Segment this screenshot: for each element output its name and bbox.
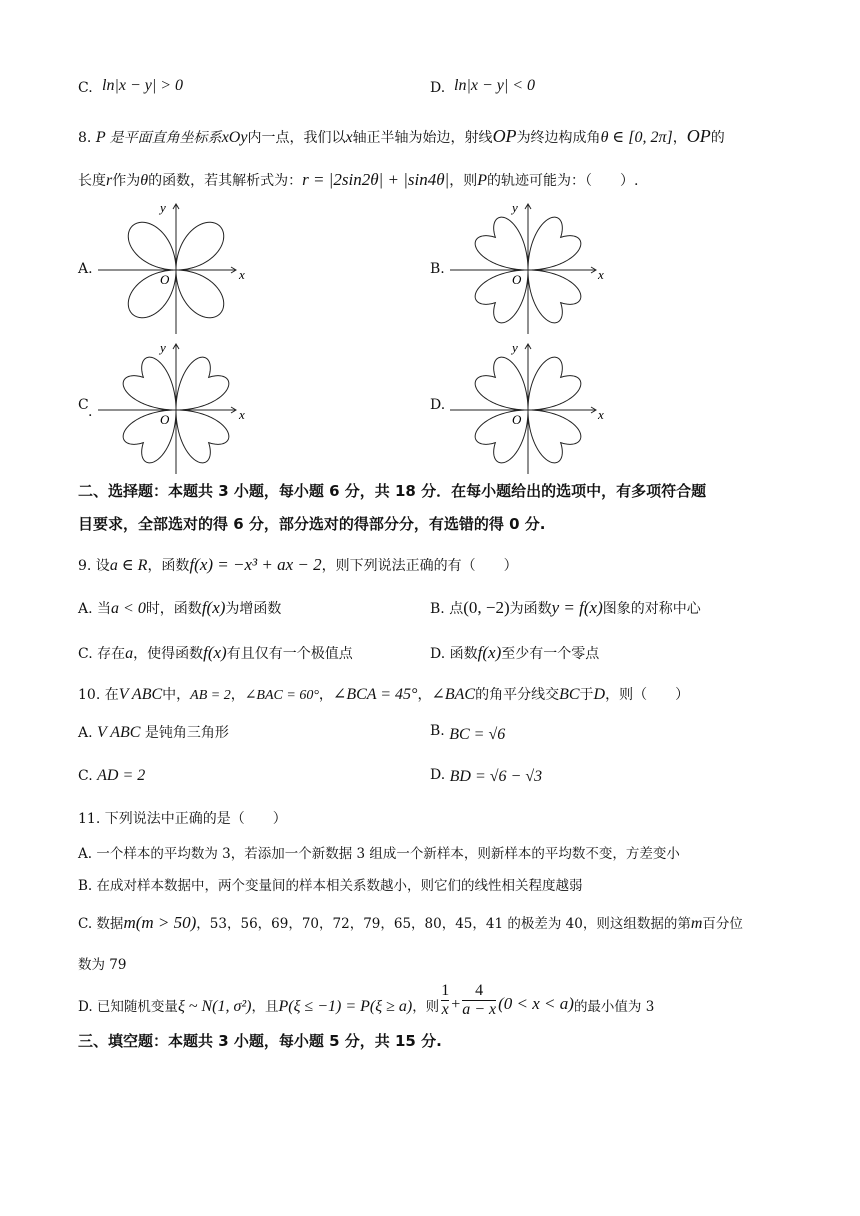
q9-text: ，则下列说法正确的有（ ） — [321, 558, 518, 574]
q9-math: f(x) = −x³ + ax − 2 — [189, 555, 322, 574]
y-axis-label: y — [512, 200, 518, 215]
q11-option-d — [78, 982, 654, 1022]
q11-text: C. 数据 — [78, 916, 124, 932]
q10-math: V ABC — [118, 686, 163, 703]
q8-math: xOy — [221, 129, 248, 146]
q10-math: BD = √6 − √3 — [449, 768, 543, 785]
q11-option-c-cont: 数为 79 — [78, 957, 127, 973]
q10-option-c — [78, 767, 145, 785]
q8-stem-line2 — [78, 170, 638, 190]
q7-option-d-expr: ln|x − y| < 0 — [454, 77, 536, 94]
q9-stem — [78, 555, 518, 575]
q11-math: m — [690, 915, 703, 932]
q10-math: AD = 2 — [97, 767, 146, 784]
q10-text: D. — [430, 767, 446, 783]
q8-text: 作为 — [112, 173, 141, 189]
q8-math: r = |2sin2θ| + |sin4θ| — [302, 170, 450, 189]
q9-text: D. 函数 — [430, 646, 478, 662]
q9-text: 9. 设 — [78, 558, 110, 574]
q8-math: P — [477, 172, 488, 189]
q11-text: 百分位 — [702, 916, 743, 932]
origin-label: O — [160, 412, 170, 427]
q10-option-b — [430, 722, 506, 743]
q9-text: C. 存在 — [78, 646, 126, 662]
q9-text: 为增函数 — [225, 601, 282, 617]
q8-graph-a — [96, 200, 256, 336]
q8-stem-line1 — [78, 126, 725, 147]
q8-math: θ ∈ [0, 2π] — [600, 129, 673, 146]
q10-math: D — [593, 686, 606, 703]
q8-text: 为终边构成角 — [516, 130, 601, 146]
q10-math: ∠BAC = 60° — [244, 688, 319, 703]
fraction-numerator: 4 — [462, 982, 496, 1001]
fraction-1-over-x — [441, 982, 449, 1019]
q8-option-c-label: C — [78, 397, 89, 413]
q8-text: 轴正半轴为始边，射线 — [352, 130, 493, 146]
q8-text: ，则 — [449, 173, 478, 189]
q11-stem: 11. 下列说法中正确的是（ ） — [78, 811, 287, 827]
q9-text: ，函数 — [147, 558, 190, 574]
q8-math: θ — [140, 172, 149, 189]
q9-text: 时，函数 — [145, 601, 202, 617]
q10-text: 中， — [162, 687, 191, 703]
fraction-numerator: 1 — [441, 982, 450, 999]
q11-option-c — [78, 912, 743, 933]
q9-text: 有且仅有一个极值点 — [226, 646, 353, 662]
q8-text: 长度 — [78, 173, 106, 189]
q7-option-c-expr: ln|x − y| > 0 — [102, 77, 184, 94]
q10-math: ∠BCA = 45° — [332, 686, 418, 703]
x-axis-label: x — [598, 407, 604, 422]
q10-text: C. — [78, 768, 93, 784]
q9-option-c — [78, 643, 353, 663]
section-2-heading-line2: 目要求，全部选对的得 6 分，部分选对的得部分分，有选错的得 0 分. — [78, 515, 546, 533]
q8-text: 的 — [710, 130, 725, 146]
q9-option-b — [430, 598, 701, 618]
fraction-4-over-a-minus-x — [462, 982, 496, 1019]
y-axis-label: y — [160, 200, 166, 215]
fraction-denominator: x — [441, 1001, 449, 1018]
q11-math: P(ξ ≤ −1) = P(ξ ≥ a) — [278, 998, 413, 1015]
q8-text: P 是平面直角坐标系 — [95, 130, 222, 146]
q10-text: A. — [78, 725, 93, 741]
x-axis-label: x — [239, 407, 245, 422]
q10-text: ， — [318, 687, 333, 703]
q10-option-d — [430, 766, 542, 784]
q7-option-c-label: C. — [78, 80, 93, 96]
origin-label: O — [512, 412, 522, 427]
q9-math: f(x) — [477, 643, 502, 662]
q8-math: r — [106, 172, 113, 189]
q9-text: ，使得函数 — [133, 646, 204, 662]
q7-option-d-label: D. — [430, 80, 446, 96]
origin-label: O — [512, 272, 522, 287]
q11-option-b: B. 在成对样本数据中，两个变量间的样本相关系数越小，则它们的线性相关程度越弱 — [78, 878, 583, 894]
q11-math: (0 < x < a) — [498, 994, 574, 1013]
q9-text: B. 点 — [430, 601, 464, 617]
x-axis-label: x — [239, 267, 245, 282]
q9-text: 至少有一个零点 — [501, 646, 600, 662]
q8-graph-b — [448, 200, 608, 336]
q11-text: 的最小值为 3 — [573, 999, 655, 1015]
q9-text: A. 当 — [78, 601, 112, 617]
q8-number: 8. — [78, 130, 92, 146]
y-axis-label: y — [512, 340, 518, 355]
q8-math: x — [345, 129, 353, 146]
q10-text: ， — [417, 687, 432, 703]
fraction-denominator: a − x — [462, 1001, 497, 1018]
q8-text: 的轨迹可能为：（ ）. — [487, 173, 639, 189]
q8-graph-d — [448, 340, 608, 476]
q10-text: ，则（ ） — [605, 687, 690, 703]
q11-math: ξ ~ N(1, σ²) — [177, 998, 252, 1015]
q8-math: OP — [492, 126, 517, 146]
q10-text: ， — [230, 687, 245, 703]
q11-text: ，则 — [412, 999, 440, 1015]
axes — [450, 204, 596, 334]
q9-math: a < 0 — [111, 600, 146, 617]
axes — [98, 344, 236, 474]
q9-math: (0, −2) — [463, 598, 510, 617]
q10-math: ∠BAC — [431, 686, 476, 703]
section-3-heading: 三、填空题：本题共 3 小题，每小题 5 分，共 15 分. — [78, 1032, 442, 1050]
q11-text: ，53，56，69，70，72，79，65，80，45，41 的极差为 40，则这组数据的第 — [196, 916, 691, 932]
q8-option-d-label: D. — [430, 397, 446, 413]
q8-text: 内一点，我们以 — [247, 130, 346, 146]
q9-option-a — [78, 598, 281, 618]
q9-option-d — [430, 643, 599, 663]
q8-option-c-dot: . — [88, 404, 93, 420]
x-axis-label: x — [598, 267, 604, 282]
q8-graph-c — [96, 340, 256, 476]
origin-label: O — [160, 272, 170, 287]
section-2-heading-line1: 二、选择题：本题共 3 小题，每小题 6 分，共 18 分．在每小题给出的选项中，有多项符合题 — [78, 482, 707, 500]
q8-text: 的函数，若其解析式为： — [148, 173, 303, 189]
q10-text: 的角平分线交 — [475, 687, 560, 703]
q10-math: BC — [559, 686, 580, 703]
q11-text: ，且 — [251, 999, 279, 1015]
q10-math: V ABC — [97, 724, 141, 741]
q11-option-a: A. 一个样本的平均数为 3，若添加一个新数据 3 组成一个新样本，则新样本的平均数不变，方差变小 — [78, 846, 680, 862]
q10-stem — [78, 684, 689, 704]
q8-text: ， — [672, 130, 687, 146]
q9-text: 为函数 — [509, 601, 552, 617]
q10-text: 于 — [579, 687, 594, 703]
q10-text: 10. 在 — [78, 687, 119, 703]
q8-math: OP — [686, 126, 711, 146]
axes — [450, 344, 596, 474]
q8-option-a-label: A. — [78, 261, 93, 277]
q9-math: a — [125, 645, 134, 662]
q9-math: y = f(x) — [551, 598, 603, 617]
q10-math: BC = √6 — [449, 726, 506, 743]
q11-math: m(m > 50) — [123, 913, 197, 932]
q9-text: 图象的对称中心 — [602, 601, 701, 617]
q10-math: AB = 2 — [190, 688, 231, 703]
q9-math: f(x) — [203, 643, 227, 662]
y-axis-label: y — [160, 340, 166, 355]
q8-option-b-label: B. — [430, 261, 445, 277]
q10-text: 是钝角三角形 — [144, 725, 229, 741]
q9-math: f(x) — [201, 598, 226, 617]
q9-math: a ∈ R — [109, 557, 148, 574]
plus-sign: + — [451, 996, 461, 1013]
q10-text: B. — [430, 723, 445, 739]
q10-option-a — [78, 722, 229, 742]
q11-text: D. 已知随机变量 — [78, 999, 178, 1015]
